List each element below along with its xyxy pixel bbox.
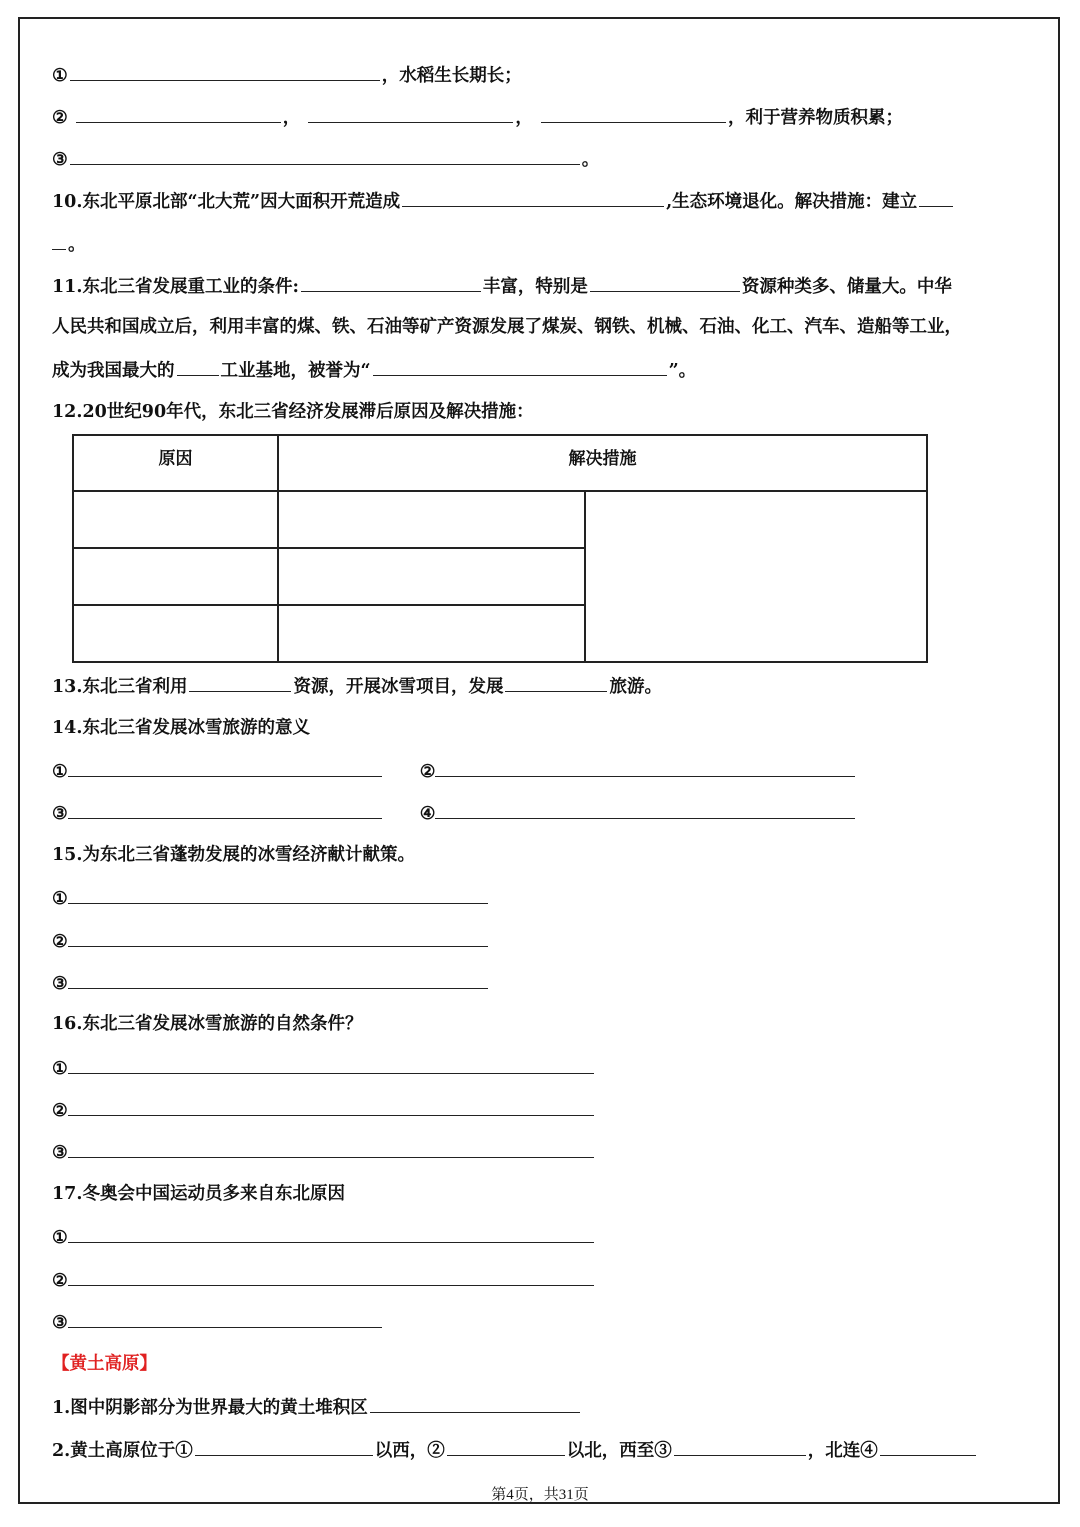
answer-blank[interactable] [195, 1437, 373, 1456]
q13-line: 13.东北三省利用 资源，开展冰雪项目，发展 旅游。 [52, 673, 662, 699]
measure-cell[interactable] [278, 491, 585, 548]
question-text: 10.东北平原北部“北大荒”因大面积开荒造成 [52, 192, 401, 212]
answer-blank[interactable] [177, 357, 219, 376]
question-text: 11.东北三省发展重工业的条件: [52, 277, 299, 297]
answer-blank[interactable] [68, 885, 488, 904]
circled-number: ③ [52, 804, 68, 824]
circled-number: ④ [419, 804, 436, 824]
page-footer: 第4页，共31页 [491, 1487, 589, 1503]
circled-number: ② [52, 932, 68, 952]
circled-number: ③ [52, 150, 68, 170]
answer-blank[interactable] [68, 1055, 594, 1074]
reason-cell[interactable] [73, 605, 278, 662]
answer-blank[interactable] [541, 104, 726, 123]
q10-line-1: 10.东北平原北部“北大荒”因大面积开荒造成 ,生态环境退化。解决措施：建立 [52, 188, 955, 214]
circled-number: ② [52, 108, 68, 128]
question-text: 1.图中阴影部分为世界最大的黄土堆积区 [52, 1398, 368, 1418]
answer-blank[interactable] [674, 1437, 806, 1456]
answer-blank[interactable] [919, 188, 953, 207]
q14-title: 14.东北三省发展冰雪旅游的意义 [52, 718, 310, 738]
answer-blank[interactable] [68, 1267, 594, 1286]
answer-blank[interactable] [505, 673, 607, 692]
q17-item-3 [52, 1309, 382, 1335]
q16-title: 16.东北三省发展冰雪旅游的自然条件？ [52, 1014, 363, 1034]
question-text: 13.东北三省利用 [52, 677, 188, 697]
question-text: 2.黄土高原位于① [52, 1441, 193, 1461]
loess-q1 [52, 1394, 582, 1420]
circled-number: ① [52, 1228, 68, 1248]
circled-number: ① [52, 1059, 68, 1079]
answer-blank[interactable] [880, 1437, 976, 1456]
q12-title: 12.20世纪90年代，东北三省经济发展滞后原因及解决措施： [52, 402, 534, 422]
answer-blank[interactable] [189, 673, 291, 692]
q15-item-2 [52, 928, 488, 954]
answer-blank[interactable] [68, 758, 382, 777]
answer-blank[interactable] [68, 800, 382, 819]
answer-blank[interactable] [402, 188, 664, 207]
q16-item-2 [52, 1097, 594, 1123]
q17-title: 17.冬奥会中国运动员多来自东北原因 [52, 1184, 345, 1204]
circled-number: ③ [52, 1143, 68, 1163]
circled-number: ③ [52, 1313, 68, 1333]
measure-cell[interactable] [278, 605, 585, 662]
answer-blank[interactable] [70, 146, 580, 165]
q16-item-3 [52, 1139, 594, 1165]
circled-number: ② [52, 1271, 68, 1291]
q11-line-2: 人民共和国成立后，利用丰富的煤、铁、石油等矿产资源发展了煤炭、钢铁、机械、石油、化工、汽车、造船等工业， [52, 317, 962, 337]
answer-blank[interactable] [68, 1309, 382, 1328]
q10-line-2: 。 [52, 231, 86, 257]
answer-blank[interactable] [68, 1224, 594, 1243]
circled-number: ③ [52, 974, 68, 994]
q9-item-2: ② ， ， ，利于营养物质积累； [52, 104, 903, 130]
circled-number: ① [52, 762, 68, 782]
answer-blank[interactable] [68, 1097, 594, 1116]
measure-cell[interactable] [278, 548, 585, 605]
answer-blank[interactable] [76, 104, 281, 123]
answer-blank[interactable] [70, 62, 380, 81]
q11-line-3: 成为我国最大的 工业基地，被誉为“ ”。 [52, 357, 696, 383]
col-header-measure: 解决措施 [278, 435, 927, 491]
q16-item-1 [52, 1055, 594, 1081]
answer-blank[interactable] [68, 970, 488, 989]
answer-blank[interactable] [435, 758, 855, 777]
col-header-reason: 原因 [73, 435, 278, 491]
q11-line-1: 11.东北三省发展重工业的条件: 丰富，特别是 资源种类多、储量大。中华 [52, 273, 952, 299]
q9-item-1: ① ，水稻生长期长； [52, 62, 522, 88]
section-title-loess-plateau: 【黄土高原】 [52, 1354, 157, 1374]
answer-blank[interactable] [68, 1139, 594, 1158]
circled-number: ② [52, 1101, 68, 1121]
answer-blank[interactable] [52, 231, 66, 250]
reason-cell[interactable] [73, 491, 278, 548]
answer-blank[interactable] [435, 800, 855, 819]
q17-item-2 [52, 1267, 594, 1293]
reason-measure-table [72, 434, 928, 663]
q15-title: 15.为东北三省蓬勃发展的冰雪经济献计献策。 [52, 845, 415, 865]
answer-blank[interactable] [373, 357, 667, 376]
q14-row-1 [52, 758, 855, 784]
answer-blank[interactable] [447, 1437, 565, 1456]
q9-item-3: ③ 。 [52, 146, 599, 172]
circled-number: ① [52, 66, 68, 86]
answer-blank[interactable] [370, 1394, 580, 1413]
measure-merged-cell[interactable] [585, 491, 927, 662]
loess-q2: 2.黄土高原位于① 以西，② 以北，西至③ ，北连④ [52, 1437, 978, 1463]
answer-blank[interactable] [308, 104, 513, 123]
q14-row-2 [52, 800, 855, 826]
answer-blank[interactable] [301, 273, 481, 292]
q15-item-3 [52, 970, 488, 996]
q17-item-1 [52, 1224, 594, 1250]
reason-cell[interactable] [73, 548, 278, 605]
circled-number: ① [52, 889, 68, 909]
circled-number: ② [419, 762, 436, 782]
answer-blank[interactable] [68, 928, 488, 947]
answer-blank[interactable] [590, 273, 740, 292]
q15-item-1 [52, 885, 488, 911]
